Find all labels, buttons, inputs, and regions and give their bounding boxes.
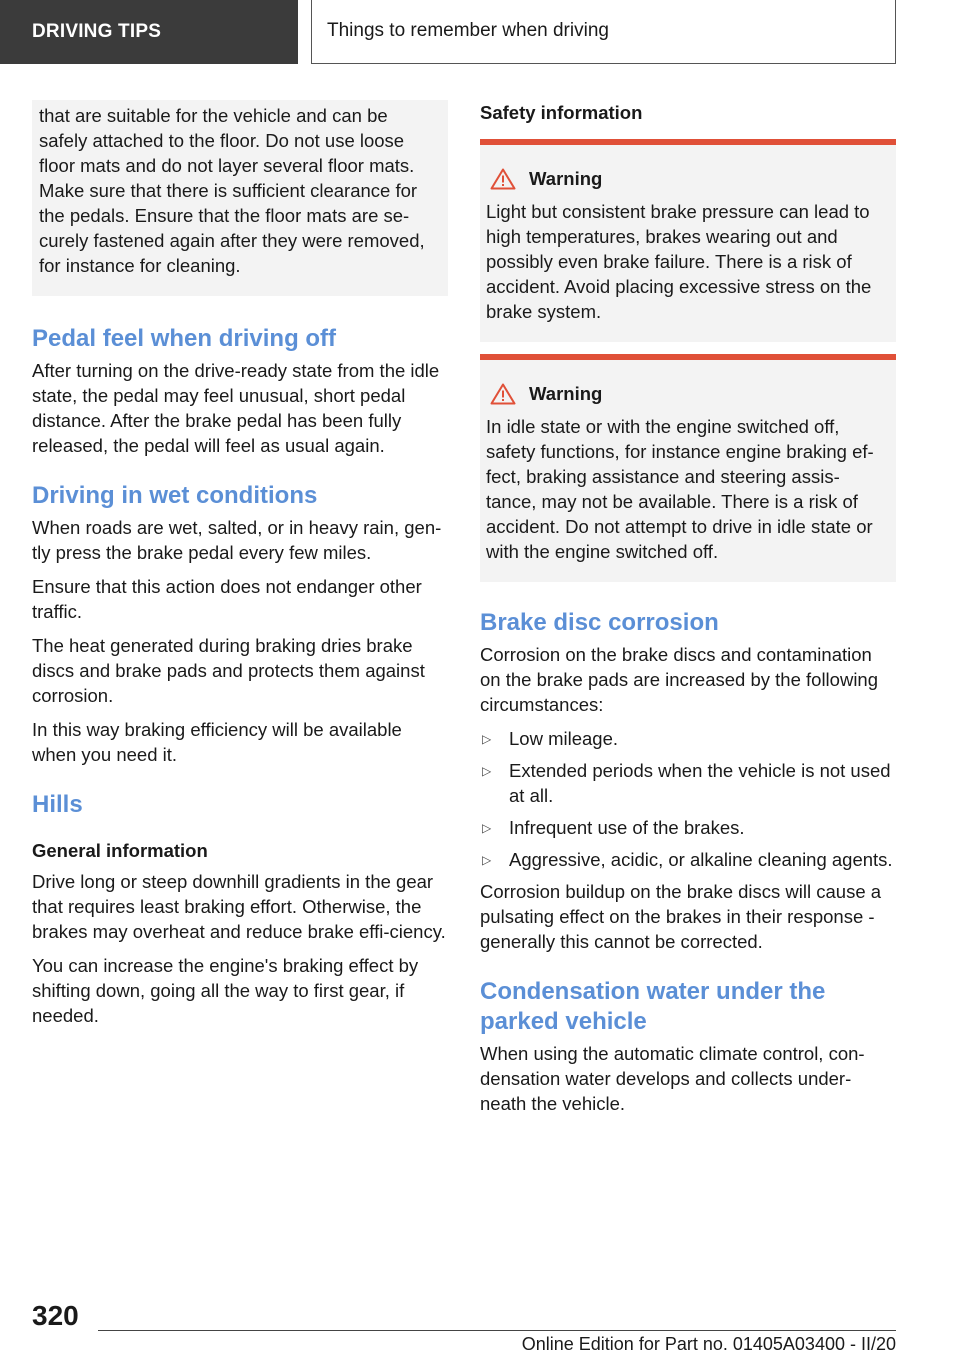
brake-disc-heading: Brake disc corrosion: [480, 609, 719, 636]
pedal-feel-text: After turning on the drive-ready state from the idle state, the pedal may feel unusual, short pedal distance. After the brake pedal has been fully released, the pedal will feel as usual again.: [32, 360, 440, 456]
page-header: [0, 0, 960, 66]
warning-title-text: Warning: [529, 168, 603, 189]
wet-conditions-paragraph: The heat generated during braking dries brake discs and brake pads and protects them against corrosion.: [32, 635, 425, 706]
warning-text: Light but consistent brake pressure can lead to high temperatures, brakes wearing out and possibly even brake failure. There is a risk of accident. Avoid placing excessive stress on the brake system.: [486, 201, 872, 322]
triangle-right-bullet-icon: ▷: [482, 732, 492, 746]
warning-title: [486, 167, 888, 191]
list-item: ▷ Extended periods when the vehicle is not used at all.: [482, 760, 891, 806]
list-item: ▷ Low mileage.: [480, 726, 896, 751]
warning-title-text: Warning: [529, 383, 603, 404]
warning-triangle-icon: [490, 168, 516, 190]
warning-text: In idle state or with the engine switched off, safety functions, for instance engine braking ef‐fect, braking assistance and steering assis‐tance, may not be available. There is a risk of accident. Do not attempt to drive in idle state or with the engine switched off.: [486, 416, 874, 562]
pedal-feel-heading: Pedal feel when driving off: [32, 325, 337, 352]
floor-mat-note-text: that are suitable for the vehicle and can be safely attached to the floor. Do not use loose floor mats and do not layer several floor mats. Make sure that there is sufficient clearance for the pedals. Ensure that the floor mats are se‐curely fastened again after they were removed, for instance for cleaning.: [39, 105, 425, 276]
condensation-text: When using the automatic climate control, con‐densation water develops and collects under‐neath the vehicle.: [480, 1043, 865, 1114]
triangle-right-bullet-icon: ▷: [482, 821, 492, 835]
section-tab: Things to remember when driving: [311, 0, 896, 64]
safety-information-heading: Safety information: [480, 102, 643, 123]
wet-conditions-paragraph: In this way braking efficiency will be available when you need it.: [32, 719, 402, 765]
wet-conditions-heading: Driving in wet conditions: [32, 482, 318, 509]
hills-heading: Hills: [32, 791, 83, 818]
edition-text: Online Edition for Part no. 01405A03400 - II/20: [521, 1334, 896, 1354]
list-item: ▷ Aggressive, acidic, or alkaline cleaning agents.: [480, 847, 896, 872]
wet-conditions-paragraph: When roads are wet, salted, or in heavy rain, gen‐tly press the brake pedal every few miles.: [32, 517, 442, 563]
hills-paragraph: You can increase the engine's braking effect by shifting down, going all the way to first gear, if needed.: [32, 955, 419, 1026]
warning-box: [480, 354, 896, 582]
right-column: [480, 100, 896, 1125]
hills-paragraph: Drive long or steep downhill gradients in the gear that requires least braking effort. Otherwise, the brakes may overheat and reduce brake effi‐ciency.: [32, 871, 446, 942]
footer-divider: [98, 1330, 896, 1331]
brake-disc-intro: Corrosion on the brake discs and contamination on the brake pads are increased by the following circumstances:: [480, 644, 879, 715]
warning-title: [486, 382, 888, 406]
hills-subheading: General information: [32, 840, 208, 861]
brake-disc-outro: Corrosion buildup on the brake discs will cause a pulsating effect on the brakes in their response - generally this cannot be corrected.: [480, 881, 882, 952]
chapter-tab: DRIVING TIPS: [0, 0, 298, 64]
list-item: ▷ Infrequent use of the brakes.: [480, 815, 896, 840]
triangle-right-bullet-icon: ▷: [482, 853, 492, 867]
floor-mat-note-box: [32, 100, 448, 296]
warning-triangle-icon: [490, 383, 516, 405]
page-footer: [0, 1290, 960, 1362]
page-number: 320: [32, 1300, 79, 1331]
brake-disc-list: [480, 726, 896, 872]
warning-box: [480, 139, 896, 342]
condensation-heading: Condensation water under the parked vehicle: [480, 978, 826, 1035]
triangle-right-bullet-icon: ▷: [482, 764, 492, 778]
left-column: [32, 100, 448, 1037]
wet-conditions-paragraph: Ensure that this action does not endanger other traffic.: [32, 576, 422, 622]
